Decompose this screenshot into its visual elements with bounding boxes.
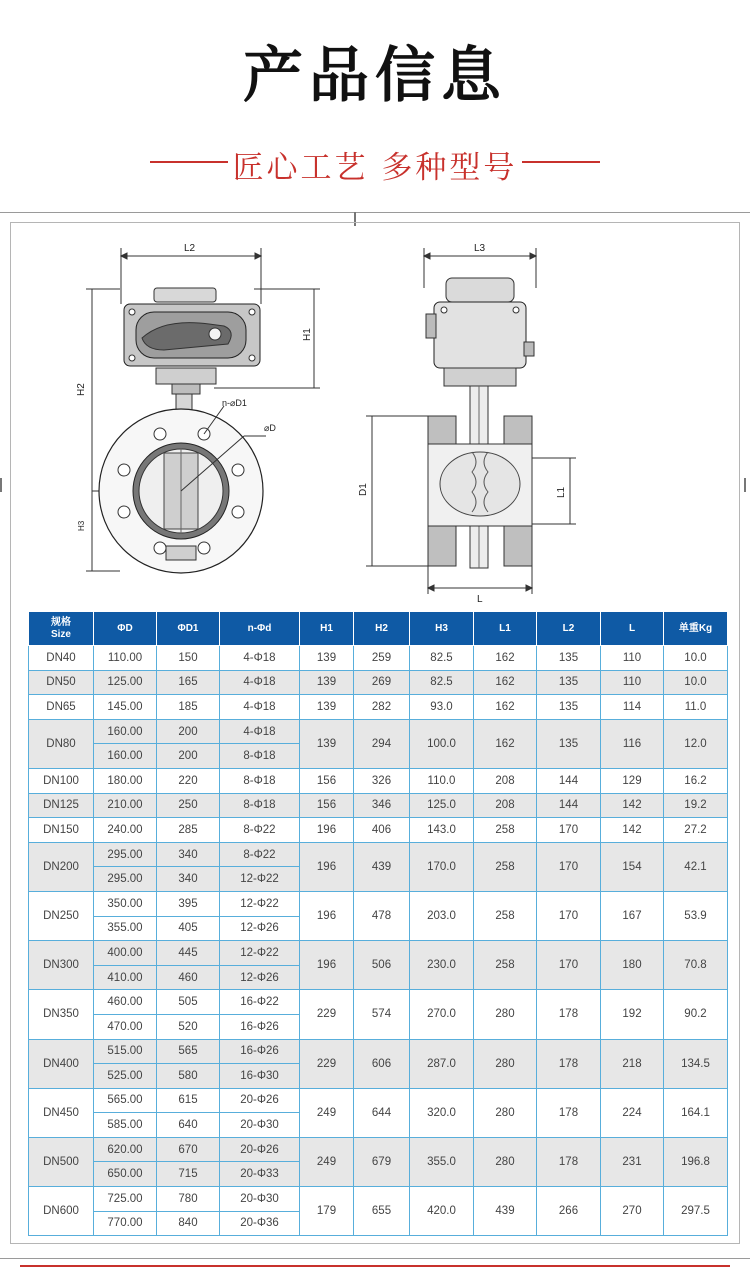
l1-cell: 280 (474, 1137, 537, 1186)
h2-cell: 574 (354, 990, 410, 1039)
bolt-cell: 20-Φ30 (220, 1187, 300, 1212)
table-row (29, 793, 728, 818)
bolt-cell: 12-Φ22 (220, 891, 300, 916)
od1-cell: 715 (157, 1162, 220, 1187)
h3-cell: 93.0 (410, 695, 474, 720)
l1-cell: 258 (474, 842, 537, 891)
bolt-cell: 12-Φ26 (220, 965, 300, 990)
l-cell: 114 (601, 695, 664, 720)
weight-cell: 11.0 (664, 695, 728, 720)
od1-cell: 780 (157, 1187, 220, 1212)
bolt-cell: 20-Φ36 (220, 1211, 300, 1236)
l2-cell: 170 (537, 941, 601, 990)
h1-cell: 196 (300, 842, 354, 891)
h1-cell: 249 (300, 1137, 354, 1186)
bolt-cell: 8-Φ22 (220, 818, 300, 843)
od-cell: 725.00 (94, 1187, 157, 1212)
h1-cell: 196 (300, 818, 354, 843)
l2-cell: 178 (537, 990, 601, 1039)
weight-cell: 16.2 (664, 768, 728, 793)
weight-cell: 164.1 (664, 1088, 728, 1137)
dim-H1: H1 (302, 328, 313, 341)
h3-cell: 82.5 (410, 670, 474, 695)
od-cell: 460.00 (94, 990, 157, 1015)
l1-cell: 280 (474, 1039, 537, 1088)
h2-cell: 506 (354, 941, 410, 990)
l1-cell: 280 (474, 1088, 537, 1137)
header-cell: H2 (354, 612, 410, 646)
label-nD1: n-⌀D1 (222, 398, 247, 408)
l-cell: 231 (601, 1137, 664, 1186)
l1-cell: 162 (474, 670, 537, 695)
od-cell: 160.00 (94, 744, 157, 769)
od-cell: 110.00 (94, 646, 157, 671)
header-cell: L (601, 612, 664, 646)
size-cell: DN400 (29, 1039, 94, 1088)
h2-cell: 439 (354, 842, 410, 891)
od1-cell: 185 (157, 695, 220, 720)
h1-cell: 196 (300, 891, 354, 940)
h3-cell: 320.0 (410, 1088, 474, 1137)
h2-cell: 478 (354, 891, 410, 940)
bolt-cell: 16-Φ22 (220, 990, 300, 1015)
bolt-cell: 4-Φ18 (220, 719, 300, 744)
size-cell: DN80 (29, 719, 94, 768)
size-cell: DN65 (29, 695, 94, 720)
h2-cell: 282 (354, 695, 410, 720)
size-cell: DN600 (29, 1187, 94, 1236)
od1-cell: 615 (157, 1088, 220, 1113)
size-cell: DN150 (29, 818, 94, 843)
header-cell: H3 (410, 612, 474, 646)
spec-table (28, 611, 728, 1236)
h3-cell: 230.0 (410, 941, 474, 990)
od1-cell: 220 (157, 768, 220, 793)
od1-cell: 340 (157, 867, 220, 892)
h3-cell: 287.0 (410, 1039, 474, 1088)
weight-cell: 10.0 (664, 646, 728, 671)
od1-cell: 165 (157, 670, 220, 695)
bolt-cell: 4-Φ18 (220, 695, 300, 720)
table-row (29, 670, 728, 695)
front-view (76, 243, 320, 573)
l-cell: 167 (601, 891, 664, 940)
dim-H3: H3 (77, 520, 86, 531)
table-row (29, 1039, 728, 1064)
h3-cell: 125.0 (410, 793, 474, 818)
l-cell: 142 (601, 818, 664, 843)
od1-cell: 200 (157, 744, 220, 769)
od1-cell: 520 (157, 1014, 220, 1039)
table-row (29, 891, 728, 916)
h3-cell: 82.5 (410, 646, 474, 671)
bolt-cell: 8-Φ22 (220, 842, 300, 867)
od1-cell: 840 (157, 1211, 220, 1236)
table-row (29, 990, 728, 1015)
h2-cell: 679 (354, 1137, 410, 1186)
od-cell: 515.00 (94, 1039, 157, 1064)
l2-cell: 178 (537, 1039, 601, 1088)
h3-cell: 270.0 (410, 990, 474, 1039)
h3-cell: 420.0 (410, 1187, 474, 1236)
h2-cell: 655 (354, 1187, 410, 1236)
bolt-cell: 8-Φ18 (220, 768, 300, 793)
size-cell: DN350 (29, 990, 94, 1039)
weight-cell: 10.0 (664, 670, 728, 695)
table-row (29, 1187, 728, 1212)
table-row (29, 695, 728, 720)
frame-tick-right (744, 478, 746, 492)
h2-cell: 326 (354, 768, 410, 793)
l2-cell: 144 (537, 768, 601, 793)
bolt-cell: 4-Φ18 (220, 670, 300, 695)
weight-cell: 70.8 (664, 941, 728, 990)
h1-cell: 139 (300, 719, 354, 768)
l1-cell: 162 (474, 646, 537, 671)
l1-cell: 208 (474, 768, 537, 793)
header-size: 规格 Size (29, 612, 94, 646)
l1-cell: 258 (474, 941, 537, 990)
table-row (29, 941, 728, 966)
header-cell: n-Φd (220, 612, 300, 646)
od1-cell: 640 (157, 1113, 220, 1138)
weight-cell: 90.2 (664, 990, 728, 1039)
bolt-cell: 12-Φ26 (220, 916, 300, 941)
bolt-cell: 16-Φ30 (220, 1064, 300, 1089)
table-row (29, 768, 728, 793)
table-row (29, 1088, 728, 1113)
od-cell: 295.00 (94, 867, 157, 892)
l-cell: 224 (601, 1088, 664, 1137)
bolt-cell: 20-Φ33 (220, 1162, 300, 1187)
label-D: ⌀D (264, 423, 276, 433)
size-cell: DN500 (29, 1137, 94, 1186)
bolt-cell: 20-Φ30 (220, 1113, 300, 1138)
weight-cell: 19.2 (664, 793, 728, 818)
h3-cell: 203.0 (410, 891, 474, 940)
header-cell: L1 (474, 612, 537, 646)
h2-cell: 346 (354, 793, 410, 818)
h1-cell: 139 (300, 646, 354, 671)
od1-cell: 445 (157, 941, 220, 966)
h1-cell: 139 (300, 670, 354, 695)
table-row (29, 646, 728, 671)
od-cell: 145.00 (94, 695, 157, 720)
l-cell: 154 (601, 842, 664, 891)
header-cell: ΦD1 (157, 612, 220, 646)
l2-cell: 135 (537, 695, 601, 720)
od1-cell: 565 (157, 1039, 220, 1064)
od-cell: 585.00 (94, 1113, 157, 1138)
h2-cell: 294 (354, 719, 410, 768)
h1-cell: 156 (300, 768, 354, 793)
l-cell: 110 (601, 646, 664, 671)
od-cell: 525.00 (94, 1064, 157, 1089)
od-cell: 240.00 (94, 818, 157, 843)
table-header-row (29, 612, 728, 646)
l1-cell: 162 (474, 719, 537, 768)
dim-D1: D1 (358, 483, 369, 496)
l2-cell: 135 (537, 670, 601, 695)
page-title: 产品信息 (243, 41, 507, 111)
size-cell: DN450 (29, 1088, 94, 1137)
header-cell: H1 (300, 612, 354, 646)
od-cell: 355.00 (94, 916, 157, 941)
l-cell: 180 (601, 941, 664, 990)
od-cell: 565.00 (94, 1088, 157, 1113)
bolt-cell: 20-Φ26 (220, 1137, 300, 1162)
table-row (29, 842, 728, 867)
od-cell: 470.00 (94, 1014, 157, 1039)
od1-cell: 460 (157, 965, 220, 990)
weight-cell: 53.9 (664, 891, 728, 940)
h2-cell: 406 (354, 818, 410, 843)
l1-cell: 280 (474, 990, 537, 1039)
od-cell: 350.00 (94, 891, 157, 916)
od1-cell: 405 (157, 916, 220, 941)
l1-cell: 258 (474, 891, 537, 940)
size-cell: DN40 (29, 646, 94, 671)
subtitle-right-rule (522, 161, 600, 163)
od1-cell: 340 (157, 842, 220, 867)
l2-cell: 170 (537, 818, 601, 843)
weight-cell: 134.5 (664, 1039, 728, 1088)
spec-table-body (29, 646, 728, 1236)
h2-cell: 606 (354, 1039, 410, 1088)
od1-cell: 395 (157, 891, 220, 916)
l-cell: 110 (601, 670, 664, 695)
l1-cell: 258 (474, 818, 537, 843)
l1-cell: 162 (474, 695, 537, 720)
weight-cell: 27.2 (664, 818, 728, 843)
bolt-cell: 12-Φ22 (220, 867, 300, 892)
h1-cell: 139 (300, 695, 354, 720)
od1-cell: 580 (157, 1064, 220, 1089)
l2-cell: 170 (537, 842, 601, 891)
weight-cell: 12.0 (664, 719, 728, 768)
bolt-cell: 8-Φ18 (220, 793, 300, 818)
l-cell: 129 (601, 768, 664, 793)
side-view (358, 243, 576, 605)
bolt-cell: 16-Φ26 (220, 1014, 300, 1039)
dim-L3: L3 (474, 243, 486, 254)
h3-cell: 110.0 (410, 768, 474, 793)
dim-L1: L1 (556, 486, 567, 498)
l2-cell: 144 (537, 793, 601, 818)
h1-cell: 229 (300, 1039, 354, 1088)
l2-cell: 170 (537, 891, 601, 940)
frame-tick-left (0, 478, 2, 492)
table-row (29, 1137, 728, 1162)
size-cell: DN50 (29, 670, 94, 695)
h2-cell: 269 (354, 670, 410, 695)
header-cell: 单重Kg (664, 612, 728, 646)
weight-cell: 297.5 (664, 1187, 728, 1236)
h3-cell: 143.0 (410, 818, 474, 843)
dim-H2: H2 (76, 383, 87, 396)
bottom-rule (20, 1265, 730, 1267)
h1-cell: 179 (300, 1187, 354, 1236)
weight-cell: 42.1 (664, 842, 728, 891)
size-cell: DN250 (29, 891, 94, 940)
dim-L2: L2 (184, 243, 196, 254)
h3-cell: 170.0 (410, 842, 474, 891)
od-cell: 180.00 (94, 768, 157, 793)
l-cell: 116 (601, 719, 664, 768)
l2-cell: 266 (537, 1187, 601, 1236)
l2-cell: 135 (537, 719, 601, 768)
h1-cell: 156 (300, 793, 354, 818)
od1-cell: 250 (157, 793, 220, 818)
bolt-cell: 20-Φ26 (220, 1088, 300, 1113)
h1-cell: 196 (300, 941, 354, 990)
table-row (29, 818, 728, 843)
h2-cell: 644 (354, 1088, 410, 1137)
l-cell: 218 (601, 1039, 664, 1088)
od-cell: 295.00 (94, 842, 157, 867)
h1-cell: 229 (300, 990, 354, 1039)
dim-L: L (477, 594, 483, 605)
od-cell: 210.00 (94, 793, 157, 818)
valve-drawing (14, 226, 736, 606)
l2-cell: 178 (537, 1137, 601, 1186)
h3-cell: 100.0 (410, 719, 474, 768)
od1-cell: 150 (157, 646, 220, 671)
od1-cell: 200 (157, 719, 220, 744)
l1-cell: 208 (474, 793, 537, 818)
od-cell: 410.00 (94, 965, 157, 990)
od-cell: 650.00 (94, 1162, 157, 1187)
h2-cell: 259 (354, 646, 410, 671)
od-cell: 400.00 (94, 941, 157, 966)
bolt-cell: 4-Φ18 (220, 646, 300, 671)
l1-cell: 439 (474, 1187, 537, 1236)
size-cell: DN200 (29, 842, 94, 891)
table-row (29, 719, 728, 744)
size-cell: DN125 (29, 793, 94, 818)
od1-cell: 505 (157, 990, 220, 1015)
l-cell: 142 (601, 793, 664, 818)
od-cell: 125.00 (94, 670, 157, 695)
l2-cell: 135 (537, 646, 601, 671)
od-cell: 770.00 (94, 1211, 157, 1236)
subtitle: 匠心工艺 多种型号 (232, 150, 518, 186)
bolt-cell: 8-Φ18 (220, 744, 300, 769)
header-cell: ΦD (94, 612, 157, 646)
od-cell: 160.00 (94, 719, 157, 744)
subtitle-row (0, 140, 750, 184)
bolt-cell: 12-Φ22 (220, 941, 300, 966)
od1-cell: 285 (157, 818, 220, 843)
bolt-cell: 16-Φ26 (220, 1039, 300, 1064)
size-cell: DN300 (29, 941, 94, 990)
l-cell: 192 (601, 990, 664, 1039)
l-cell: 270 (601, 1187, 664, 1236)
weight-cell: 196.8 (664, 1137, 728, 1186)
od1-cell: 670 (157, 1137, 220, 1162)
od-cell: 620.00 (94, 1137, 157, 1162)
l2-cell: 178 (537, 1088, 601, 1137)
header-cell: L2 (537, 612, 601, 646)
h1-cell: 249 (300, 1088, 354, 1137)
size-cell: DN100 (29, 768, 94, 793)
h3-cell: 355.0 (410, 1137, 474, 1186)
